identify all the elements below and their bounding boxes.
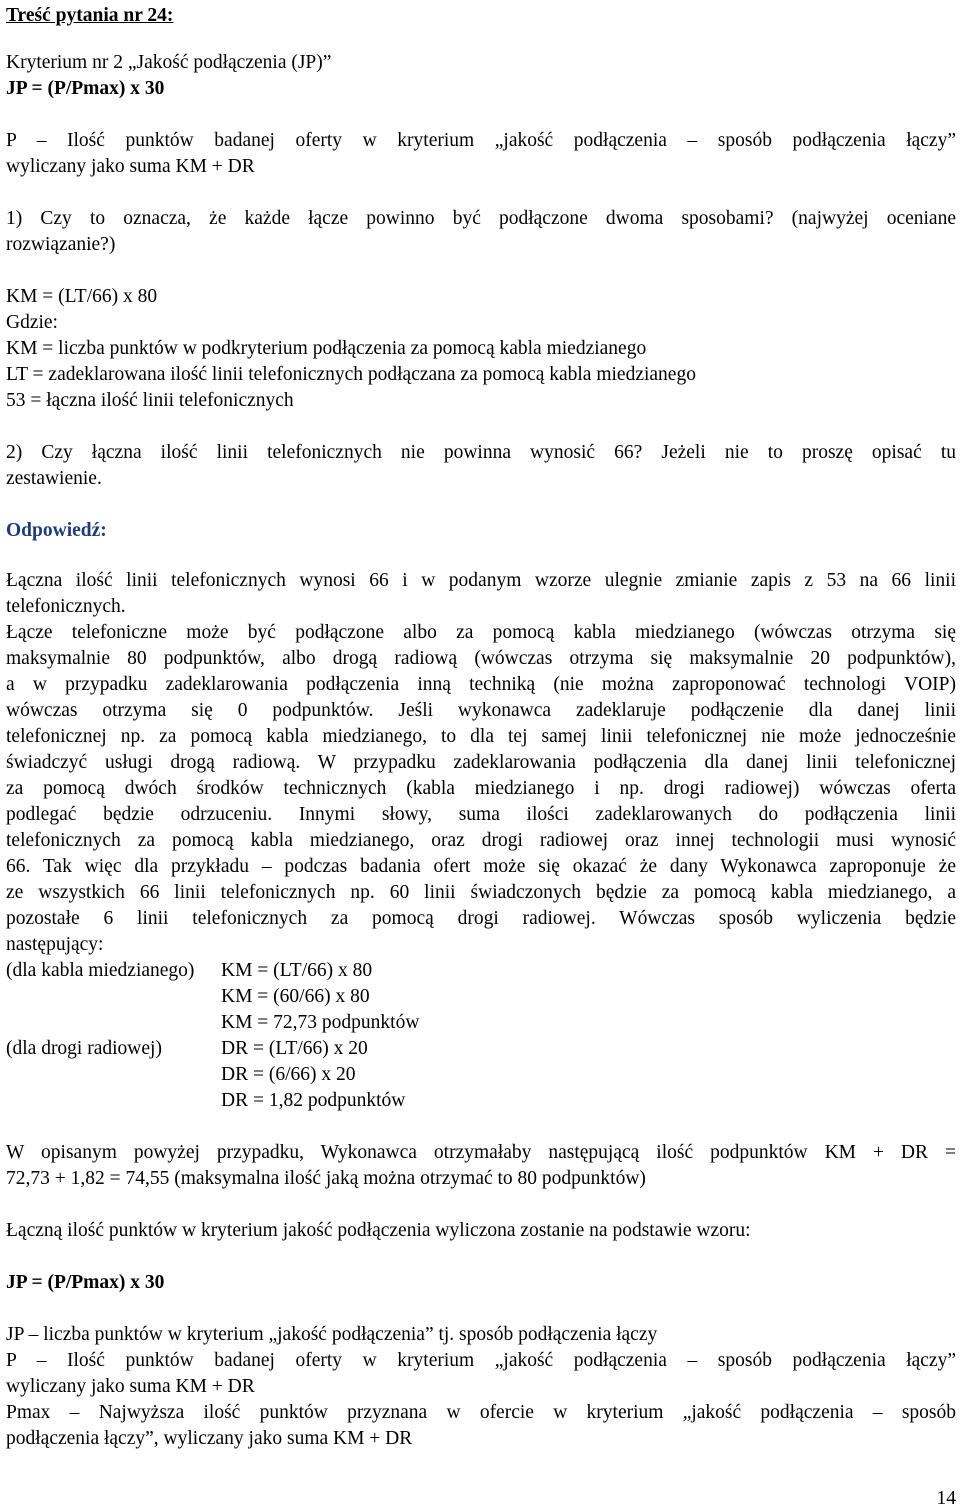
pmax-definition-line1: Pmax – Najwyższa ilość punktów przyznana w ofercie w kryterium „jakość podłączenia – sposób — [6, 1402, 956, 1423]
answer-p2-line: telefonicznej np. za pomocą kabla miedzianego, to dla tej samej linii telefonicznej nie może jednocześnie — [6, 726, 956, 747]
criterion-title: Kryterium nr 2 „Jakość podłączenia (JP)” — [6, 52, 332, 73]
sum-line1: W opisanym powyżej przypadku, Wykonawca otrzymałaby następującą ilość podpunktów KM + DR = — [6, 1142, 956, 1163]
answer-p2-last-line: następujący: — [6, 934, 104, 955]
answer-p2-line: świadczyć usługi drogą radiową. W przypadku zadeklarowania podłączenia dla danej linii telefonicznej — [6, 752, 956, 773]
total-formula-intro: Łączną ilość punktów w kryterium jakość podłączenia wyliczona zostanie na podstawie wzoru: — [6, 1220, 751, 1241]
answer-p2-line: maksymalnie 80 podpunktów, albo drogą radiową (wówczas otrzyma się maksymalnie 20 podpunktów), — [6, 648, 956, 669]
answer-p2-line: pozostałe 6 linii telefonicznych za pomocą drogi radiowej. Wówczas sposób wyliczenia będzie — [6, 908, 956, 929]
answer-p2-line: Łącze telefoniczne może być podłączone albo za pomocą kabla miedzianego (wówczas otrzyma się — [6, 622, 956, 643]
p-definition-line1: P – Ilość punktów badanej oferty w kryterium „jakość podłączenia – sposób podłączenia łączy” — [6, 130, 956, 151]
radio-calc-2: DR = (6/66) x 20 — [221, 1064, 356, 1085]
radio-calc-1: DR = (LT/66) x 20 — [221, 1038, 368, 1059]
jp-formula-bottom: JP = (P/Pmax) x 30 — [6, 1272, 165, 1293]
total-lines-definition: 53 = łączna ilość linii telefonicznych — [6, 390, 294, 411]
sum-line2: 72,73 + 1,82 = 74,55 (maksymalna ilość jaką można otrzymać to 80 podpunktów) — [6, 1168, 646, 1189]
question-2-line2: zestawienie. — [6, 468, 102, 489]
answer-p2-line: wówczas otrzyma się 0 podpunktów. Jeśli wykonawca zadeklaruje podłączenie dla danej linii — [6, 700, 956, 721]
answer-heading: Odpowiedź: — [6, 520, 107, 541]
copper-calc-2: KM = (60/66) x 80 — [221, 986, 370, 1007]
question-1-line1: 1) Czy to oznacza, że każde łącze powinno być podłączone dwoma sposobami? (najwyżej oceniane — [6, 208, 956, 229]
answer-p2-line: za pomocą dwóch środków technicznych (kabla miedzianego i np. drogi radiowej) wówczas oferta — [6, 778, 956, 799]
answer-p1-line2: telefonicznych. — [6, 596, 126, 617]
km-definition: KM = liczba punktów w podkryterium podłączenia za pomocą kabla miedzianego — [6, 338, 647, 359]
answer-p2-line: podlegać będzie odrzuceniu. Innymi słowy, suma ilości zadeklarowanych do podłączenia linii — [6, 804, 956, 825]
lt-definition: LT = zadeklarowana ilość linii telefonicznych podłączana za pomocą kabla miedzianego — [6, 364, 696, 385]
where-label: Gdzie: — [6, 312, 58, 333]
question-heading: Treść pytania nr 24: — [6, 5, 174, 26]
question-2-line1: 2) Czy łączna ilość linii telefonicznych nie powinna wynosić 66? Jeżeli nie to proszę opisać tu — [6, 442, 956, 463]
answer-p2-line: telefonicznych za pomocą kabla miedzianego, oraz drogi radiowej oraz innej technologii musi wynosić — [6, 830, 956, 851]
answer-p2-line: a w przypadku zadeklarowania podłączenia inną techniką (nie można zaproponować technologi VOIP) — [6, 674, 956, 695]
p-definition-line2: wyliczany jako suma KM + DR — [6, 156, 255, 177]
jp-formula-top: JP = (P/Pmax) x 30 — [6, 78, 165, 99]
answer-p2-line: 66. Tak więc dla przykładu – podczas badania ofert może się okazać że dany Wykonawca zaproponuje że — [6, 856, 956, 877]
answer-p2-line: ze wszystkich 66 linii telefonicznych np. 60 linii świadczonych będzie za pomocą kabla miedzianego, a — [6, 882, 956, 903]
p-def-bottom-line2: wyliczany jako suma KM + DR — [6, 1376, 255, 1397]
copper-calc-1: KM = (LT/66) x 80 — [221, 960, 373, 981]
pmax-definition-line2: podłączenia łączy”, wyliczany jako suma KM + DR — [6, 1428, 413, 1449]
km-formula: KM = (LT/66) x 80 — [6, 286, 158, 307]
radio-label: (dla drogi radiowej) — [6, 1038, 162, 1059]
p-def-bottom-line1: P – Ilość punktów badanej oferty w kryterium „jakość podłączenia – sposób podłączenia łączy” — [6, 1350, 956, 1371]
page-number: 14 — [936, 1488, 956, 1509]
copper-label: (dla kabla miedzianego) — [6, 960, 195, 981]
answer-p1-line1: Łączna ilość linii telefonicznych wynosi 66 i w podanym wzorze ulegnie zmianie zapis z 53 na 66 linii — [6, 570, 956, 591]
radio-calc-3: DR = 1,82 podpunktów — [221, 1090, 406, 1111]
jp-definition: JP – liczba punktów w kryterium „jakość podłączenia” tj. sposób podłączenia łączy — [6, 1324, 658, 1345]
question-1-line2: rozwiązanie?) — [6, 234, 116, 255]
copper-calc-3: KM = 72,73 podpunktów — [221, 1012, 420, 1033]
